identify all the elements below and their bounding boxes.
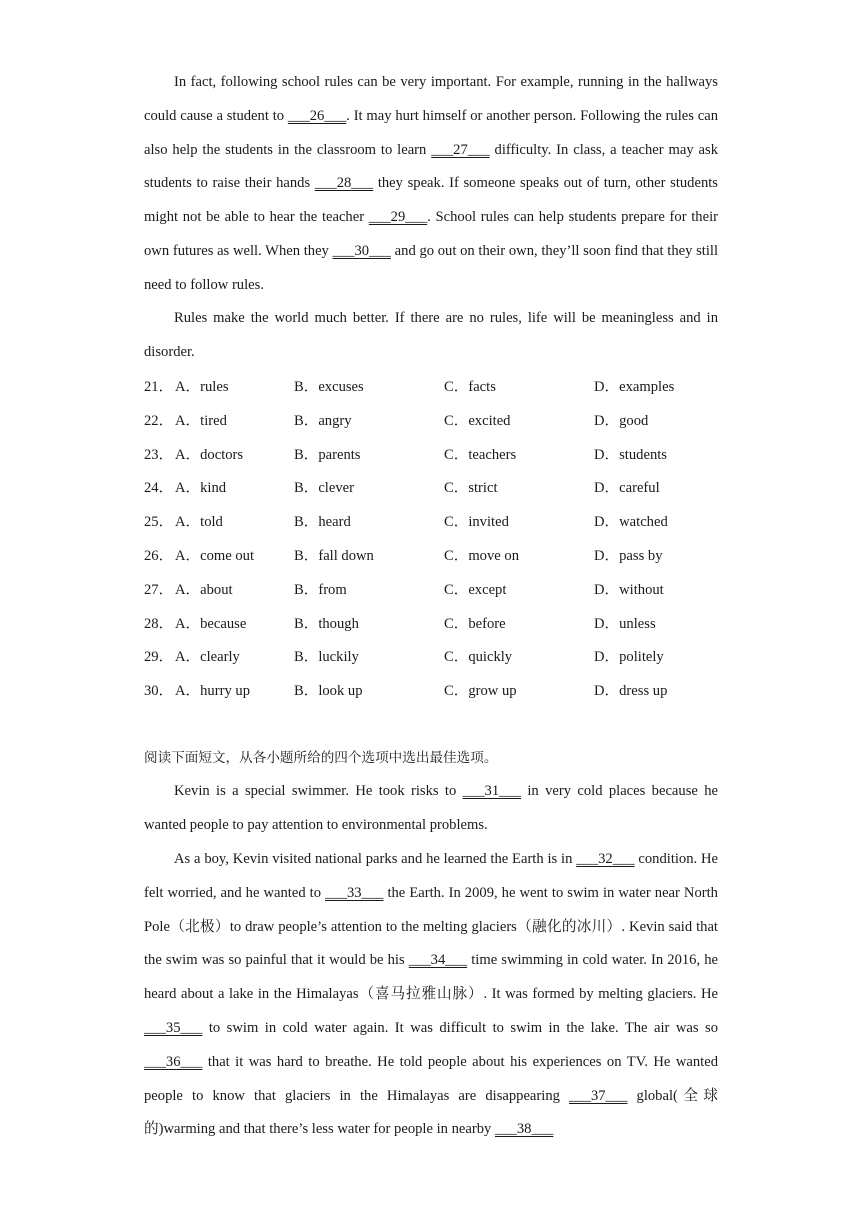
- option-a: A．told: [175, 514, 223, 531]
- question-number: 26．: [144, 548, 174, 564]
- option-c: C．strict: [444, 480, 498, 497]
- question-number: 25．: [144, 514, 174, 531]
- option-d: D．examples: [594, 379, 675, 395]
- section-instruction: 阅读下面短文，从各小题所给的四个选项中选出最佳选项。: [144, 750, 498, 766]
- paragraph-rules-world: Rules make the world much better. If there are no rules, life will be meaningless and in disorder.: [144, 310, 718, 360]
- blank-36: ___36___: [144, 1053, 203, 1070]
- blank-29: ___29___: [368, 209, 428, 226]
- text-run: condition. He felt worried, and he wanted to: [144, 851, 718, 901]
- option-c: C．grow up: [444, 683, 517, 700]
- question-row: [144, 674, 718, 708]
- blank-26: ___26___: [287, 107, 347, 124]
- option-d: D．unless: [594, 615, 656, 632]
- option-b: B．fall down: [294, 548, 374, 564]
- paragraph-school-rules: [144, 66, 718, 303]
- blank-38: ___38___: [494, 1121, 554, 1138]
- option-c: C．except: [444, 581, 507, 598]
- option-c: C．teachers: [444, 446, 517, 463]
- text-run: difficulty. In class, a teacher may ask students to raise their hands: [144, 141, 718, 192]
- blank-33: ___33___: [325, 884, 384, 901]
- paragraph-kevin-story: [144, 843, 718, 1147]
- blank-37: ___37___: [569, 1087, 628, 1104]
- option-a: A．kind: [175, 480, 227, 497]
- question-row: [144, 370, 718, 404]
- text-run: Kevin is a special swimmer. He took risks to: [174, 783, 463, 799]
- question-number: 22．: [144, 412, 174, 429]
- blank-32: ___32___: [576, 851, 635, 867]
- option-a: A．about: [175, 581, 233, 598]
- question-row: [144, 505, 718, 539]
- option-d: D．careful: [594, 480, 660, 497]
- option-a: A．hurry up: [175, 683, 250, 700]
- blank-28: ___28___: [314, 175, 374, 192]
- text-run: that it was hard to breathe. He told people about his experiences on TV. He wanted people to know that glaciers in the Himalayas are disappearing: [144, 1053, 718, 1104]
- option-b: B．though: [294, 615, 359, 632]
- blank-34: ___34___: [408, 952, 468, 969]
- question-number: 27．: [144, 581, 174, 598]
- blank-31: ___31___: [462, 783, 522, 799]
- option-a: A．rules: [175, 379, 229, 395]
- option-c: C．facts: [444, 379, 496, 395]
- option-b: B．excuses: [294, 379, 364, 395]
- option-a: A．doctors: [175, 446, 244, 463]
- text-run: to swim in cold water again. It was difficult to swim in the lake. The air was so: [202, 1019, 718, 1036]
- text-run: and go out on their own, they’ll soon find that they still need to follow rules.: [144, 242, 719, 293]
- question-number: 28．: [144, 615, 174, 632]
- text-run: they speak. If someone speaks out of turn, other students might not be able to hear the teacher: [144, 175, 718, 226]
- question-number: 23．: [144, 446, 174, 463]
- paragraph-kevin-intro: [144, 775, 718, 843]
- option-c: C．before: [444, 615, 506, 632]
- option-a: A．tired: [175, 412, 227, 429]
- text-run: . It may hurt himself or another person. Following the rules can also help the students in the classroom to learn: [144, 107, 718, 158]
- text-run: in very cold places because he wanted people to pay attention to environmental problems.: [144, 783, 718, 833]
- option-b: B．parents: [294, 446, 361, 463]
- blank-35: ___35___: [144, 1019, 203, 1036]
- question-row: [144, 438, 718, 472]
- question-number: 24．: [144, 480, 174, 497]
- option-d: D．good: [594, 412, 649, 429]
- option-d: D．politely: [594, 649, 664, 666]
- option-b: B．heard: [294, 514, 351, 531]
- question-row: [144, 607, 718, 641]
- question-number: 21．: [144, 379, 174, 395]
- option-d: D．dress up: [594, 683, 668, 700]
- option-c: C．invited: [444, 514, 509, 531]
- question-row: [144, 471, 718, 505]
- text-run: the Earth. In 2009, he went to swim in water near North Pole（北极）to draw people’s attention to the melting glaciers（融化的冰川）. Kevin said that the swim was so painful that it would be his: [144, 884, 718, 969]
- option-d: D．pass by: [594, 548, 663, 564]
- text-run: In fact, following school rules can be very important. For example, running in the hallways could cause a student to: [144, 74, 718, 124]
- text-run: global(全球的)warming and that there’s less water for people in nearby: [144, 1087, 718, 1138]
- blank-27: ___27___: [431, 141, 490, 158]
- option-b: B．luckily: [294, 649, 359, 666]
- option-b: B．angry: [294, 412, 352, 429]
- question-row: [144, 573, 718, 607]
- option-b: B．look up: [294, 683, 363, 700]
- option-a: A．come out: [175, 548, 255, 564]
- question-row: [144, 640, 718, 674]
- blank-30: ___30___: [332, 242, 391, 259]
- text-run: time swimming in cold water. In 2016, he heard about a lake in the Himalayas（喜马拉雅山脉）. It was formed by melting glaciers. He: [144, 952, 719, 1003]
- question-row: [144, 539, 718, 573]
- text-run: As a boy, Kevin visited national parks and he learned the Earth is in: [174, 851, 577, 867]
- text-run: . School rules can help students prepare for their own futures as well. When they: [144, 209, 719, 259]
- option-b: B．from: [294, 581, 347, 598]
- option-d: D．without: [594, 581, 664, 598]
- question-number: 29．: [144, 649, 174, 666]
- option-c: C．excited: [444, 412, 511, 429]
- option-b: B．clever: [294, 480, 354, 497]
- option-c: C．move on: [444, 548, 519, 564]
- question-row: [144, 404, 718, 438]
- option-d: D．watched: [594, 514, 668, 531]
- option-a: A．clearly: [175, 649, 240, 666]
- option-d: D．students: [594, 446, 667, 463]
- option-c: C．quickly: [444, 649, 513, 666]
- question-number: 30．: [144, 683, 174, 700]
- option-a: A．because: [175, 615, 247, 632]
